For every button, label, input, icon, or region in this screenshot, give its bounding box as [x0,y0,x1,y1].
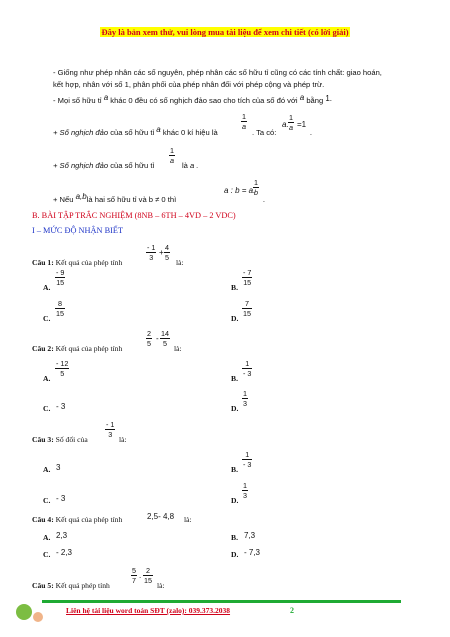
option-d-label: D. [231,314,239,323]
q3-option-a[interactable]: 3 [56,463,61,472]
question-text: Số đối của [55,435,88,444]
operator: + [159,248,164,257]
q1-option-a[interactable] [55,268,65,287]
eq-result: =1 [297,120,307,129]
denominator: a [170,156,174,165]
numerator: 2 [147,329,151,338]
numerator: - 9 [56,268,65,277]
numerator: 1 [242,112,246,121]
question-5 [32,581,110,590]
numerator: 1 [170,146,174,155]
var-a: a . [190,161,199,170]
text: bằng [306,96,324,105]
question-end: là: [184,515,192,524]
footer-divider [42,600,401,603]
denominator: 3 [149,253,154,262]
question-label: Câu 5: [32,581,54,590]
question-1 [32,258,122,267]
option-c-label: C. [43,404,51,413]
number-one: 1. [325,94,333,103]
page-number: 2 [290,606,294,615]
numerator: 14 [161,329,169,338]
question-end: là: [157,581,165,590]
period: . [310,128,312,137]
q4-expression: 2,5- 4,8 [147,512,175,521]
property-line-2: kết hợp, nhân với số 1, phân phối của phép nhân đối với phép cộng và phép trừ. [53,80,325,89]
q3-option-c[interactable]: - 3 [56,494,66,503]
var-a: a [156,125,161,134]
question-text: Kết quả của phép tính [55,515,123,524]
section-b-heading: B. BÀI TẬP TRẮC NGHIỆM (8NB – 6TH – 4VD – 2 VDC) [32,211,236,220]
division-expression: a : b = a. [224,186,256,195]
denominator: 15 [56,278,65,287]
option-d-label: D. [231,496,239,505]
operator: . [139,571,142,580]
q2-option-d[interactable] [242,389,248,408]
option-a-label: A. [43,374,51,383]
numerator: 7 [242,299,252,309]
q1-option-d[interactable] [242,299,252,318]
question-2 [32,344,122,353]
option-b-label: B. [231,283,238,292]
numerator: 1 [254,178,258,187]
q4-option-d[interactable]: - 7,3 [244,548,261,557]
option-a-label: A. [43,533,51,542]
fraction-1-over-a [169,146,175,165]
footer-decoration-circle-small [33,612,43,622]
text: của số hữu tỉ [110,128,155,137]
fraction-eq [288,113,294,132]
q4-option-c[interactable]: - 2,3 [56,548,73,557]
denominator: 5 [147,339,151,348]
option-d-label: D. [231,550,239,559]
question-label: Câu 2: [32,344,54,353]
question-text: Kết quả của phép tính [55,258,123,267]
option-a-label: A. [43,283,51,292]
q3-option-d[interactable] [242,481,248,500]
denominator: 15 [144,576,152,585]
question-text: Kết quả của phép tính [55,344,123,353]
q2-option-c[interactable]: - 3 [56,402,66,411]
q2-fraction-2 [160,329,170,348]
text: là [182,161,188,170]
denominator: 5 [163,339,167,348]
fraction-1-over-b-real [253,178,259,197]
text: là hai số hữu tỉ và b ≠ 0 thì [86,195,177,204]
var-a: a [103,93,109,102]
denominator: 5 [60,369,65,378]
preview-banner [0,27,450,37]
q1-option-b[interactable] [242,268,252,287]
q1-option-c[interactable] [55,299,65,318]
text: của số hữu tỉ [110,161,155,170]
option-a-label: A. [43,465,51,474]
denominator: a [242,122,246,131]
question-label: Câu 4: [32,515,54,524]
text: - Mọi số hữu tỉ [53,96,102,105]
denominator: b [254,188,258,197]
denominator: - 3 [243,369,252,378]
option-c-label: C. [43,550,51,559]
numerator: 1 [289,113,293,122]
text: khác 0 đều có số nghịch đảo sao cho tích của số đó với [110,96,298,105]
operator: - [156,334,159,343]
term: + Số nghịch đảo [53,128,109,137]
numerator: 1 [243,481,247,490]
denominator: 15 [243,309,251,318]
denominator: - 3 [243,460,252,469]
denominator: a [289,123,293,132]
option-c-label: C. [43,496,51,505]
denominator: 3 [243,399,247,408]
numerator: 1 [242,450,252,460]
q5-fraction-1 [131,566,137,585]
q1-fraction-2 [164,243,170,262]
option-d-label: D. [231,404,239,413]
section-i-heading: I – MỨC ĐỘ NHẬN BIẾT [32,226,124,235]
option-b-label: B. [231,533,238,542]
term: + Số nghịch đảo [53,161,109,170]
q3-fraction [105,420,115,439]
var-a: a [299,93,305,102]
numerator: - 7 [243,268,252,277]
numerator: 4 [165,243,169,252]
var-ab: a,b [75,192,87,201]
question-label: Câu 3: [32,435,54,444]
numerator: 1 [243,389,247,398]
numerator: - 12 [56,359,69,368]
q2-option-b[interactable] [242,359,252,378]
q4-option-a[interactable]: 2,3 [56,531,68,540]
question-end: là: [176,258,184,267]
ta-co: . Ta có: [252,128,277,137]
inverse-line [53,125,218,137]
property-line-3 [53,93,333,105]
numerator: 8 [55,299,65,309]
inverse-of-reciprocal-line [53,161,154,170]
q3-option-b[interactable] [242,450,252,469]
denominator: 3 [108,430,113,439]
q5-fraction-2 [143,566,153,585]
denominator: 15 [56,309,64,318]
q2-option-a[interactable] [55,359,69,378]
q1-fraction-1 [146,243,156,262]
inverse-result [182,161,199,170]
q2-fraction-1 [146,329,152,348]
question-end: là: [174,344,182,353]
numerator: 5 [132,566,136,575]
denominator: 5 [165,253,169,262]
question-end: là: [119,435,127,444]
numerator: 1 [242,359,252,369]
text: khác 0 kí hiệu là [162,128,218,137]
numerator: - 1 [147,243,156,252]
numerator: 2 [143,566,153,576]
fraction-1-over-a [241,112,247,131]
denominator: 15 [243,278,252,287]
text: + Nếu [53,195,74,204]
footer-decoration-circle [16,604,32,620]
question-4 [32,515,122,524]
eq-a: a. [282,120,289,129]
question-text: Kết quả phép tính [55,581,110,590]
numerator: - 1 [106,420,115,429]
denominator: 7 [132,576,136,585]
option-c-label: C. [43,314,51,323]
question-3 [32,435,88,444]
question-label: Câu 1: [32,258,54,267]
property-line-1: - Giống như phép nhân các số nguyên, phép nhân các số hữu tỉ cũng có các tính chất: giao hoán, [53,68,382,77]
period: . [263,195,265,204]
division-rule-line [53,192,177,204]
q4-option-b[interactable]: 7,3 [244,531,256,540]
denominator: 3 [243,491,247,500]
preview-banner-text: Đây là bản xem thử, vui lòng mua tài liệu để xem chi tiết (có lời giải) [101,27,349,37]
option-b-label: B. [231,374,238,383]
footer-contact-link[interactable]: Liên hệ tài liệu word toán SĐT (zalo): 039.373.2038 [66,606,231,615]
option-b-label: B. [231,465,238,474]
